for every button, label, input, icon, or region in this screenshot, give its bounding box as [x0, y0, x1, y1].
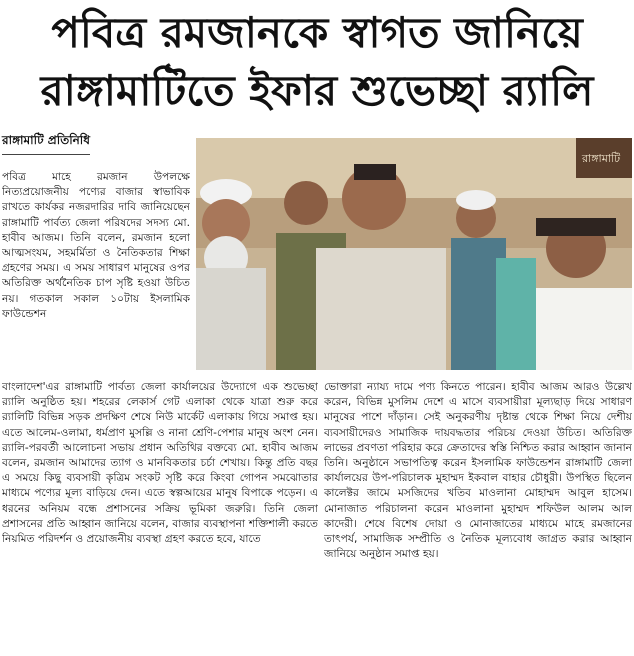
headline — [0, 0, 634, 128]
article-column-3: ভোক্তারা ন্যায্য দামে পণ্য কিনতে পারেন। হাবীব আজম আরও উল্লেখ করেন, বিভিন্ন মুসলিম দেশে এ মাসে ব্যবসায়ীরা মূল্যছাড় দিয়ে সাধারণ মানুষের পাশে দাঁড়ান। সেই অনুকরণীয় দৃষ্টান্ত থেকে শিক্ষা নিয়ে দেশীয় ব্যবসায়ীদেরও সামাজিক দায়বদ্ধতার পরিচয় দেওয়া উচিত। অতিরিক্ত লাভের প্রবণতা পরিহার করে ক্রেতাদের স্বস্তি নিশ্চিত করার আহ্বান জানান তিনি। অনুষ্ঠানে সভাপতিত্ব করেন ইসলামিক ফাউন্ডেশন রাঙ্গামাটি জেলা কার্যালয়ের উপ-পরিচালক মুহাম্মদ ইকবাল বাহার চৌধুরী। উপস্থিত ছিলেন কালেক্টর জামে মসজিদের খতিব মাওলানা মোহাম্মদ আবুল হাসেম। মোনাজাত পরিচালনা করেন মাওলানা মুহাম্মদ শফিউল আলম আল কাদেরী। শেষে বিশেষ দোয়া ও মোনাজাতের মাধ্যমে মাহে রমজানের তাৎপর্য, সামাজিক সম্প্রীতি ও নৈতিক মূল্যবোধ জাগ্রত করার আহ্বান জানিয়ে অনুষ্ঠান সমাপ্ত হয়। — [324, 381, 632, 561]
headline-line-2: রাঙ্গামাটিতে ইফার শুভেচ্ছা র‍্যালি — [40, 66, 594, 115]
article-column-1: পবিত্র মাহে রমজান উপলক্ষে নিত্যপ্রয়োজনীয় পণ্যের বাজার স্বাভাবিক রাখতে কার্যকর নজরদারির দাবি জানিয়েছেন রাঙ্গামাটি পার্বত্য জেলা পরিষদের সদস্য মো. হাবীব আজম। তিনি বলেন, রমজান হলো আত্মসংযম, সহমর্মিতা ও নৈতিকতার শিক্ষা গ্রহণের সময়। এ সময় সাধারণ মানুষের ওপর অতিরিক্ত অর্থনৈতিক চাপ সৃষ্টি হওয়া উচিত নয়। গতকাল সকাল ১০টায় ইসলামিক ফাউন্ডেশন — [2, 171, 190, 320]
byline: রাঙ্গামাটি প্রতিনিধি — [2, 132, 90, 155]
headline-line-1: পবিত্র রমজানকে স্বাগত জানিয়ে — [51, 8, 583, 57]
article-column-2: বাংলাদেশ'এর রাঙ্গামাটি পার্বত্য জেলা কার্যালয়ের উদ্যোগে এক শুভেচ্ছা র‍্যালি অনুষ্ঠিত হয়। শহরের লেকার্স গেট এলাকা থেকে যাত্রা শুরু করে র‍্যালিটি বিভিন্ন সড়ক প্রদক্ষিণ শেষে নিউ মার্কেট এলাকায় গিয়ে সমাপ্ত হয়। এতে আলেম-ওলামা, ধর্মপ্রাণ মুসল্লি ও নানা শ্রেণি-পেশার মানুষ অংশ নেন। র‍্যালি-পরবর্তী আলোচনা সভায় প্রধান অতিথির বক্তব্যে মো. হাবীব আজম বলেন, রমজান আমাদের ত্যাগ ও মানবিকতার চর্চা শেখায়। কিন্তু প্রতি বছর এ সময়ে কিছু ব্যবসায়ী কৃত্রিম সংকট সৃষ্টি করে কিংবা গোপন সমঝোতার মাধ্যমে পণ্যের মূল্য বাড়িয়ে দেন। এতে স্বল্পআয়ের মানুষ বিপাকে পড়েন। এ ধরনের অনিয়ম বন্ধে প্রশাসনের সক্রিয় ভূমিকা জরুরি। তিনি জেলা প্রশাসনের প্রতি আহ্বান জানিয়ে বলেন, বাজার ব্যবস্থাপনা শক্তিশালী করতে নিয়মিত পরিদর্শন ও প্রয়োজনীয় ব্যবস্থা গ্রহণ করতে হবে, যাতে — [2, 381, 318, 546]
news-photo — [196, 138, 632, 370]
rally-photo-illustration — [196, 138, 632, 370]
photo-sign-text: রাঙ্গামাটি — [582, 152, 621, 165]
